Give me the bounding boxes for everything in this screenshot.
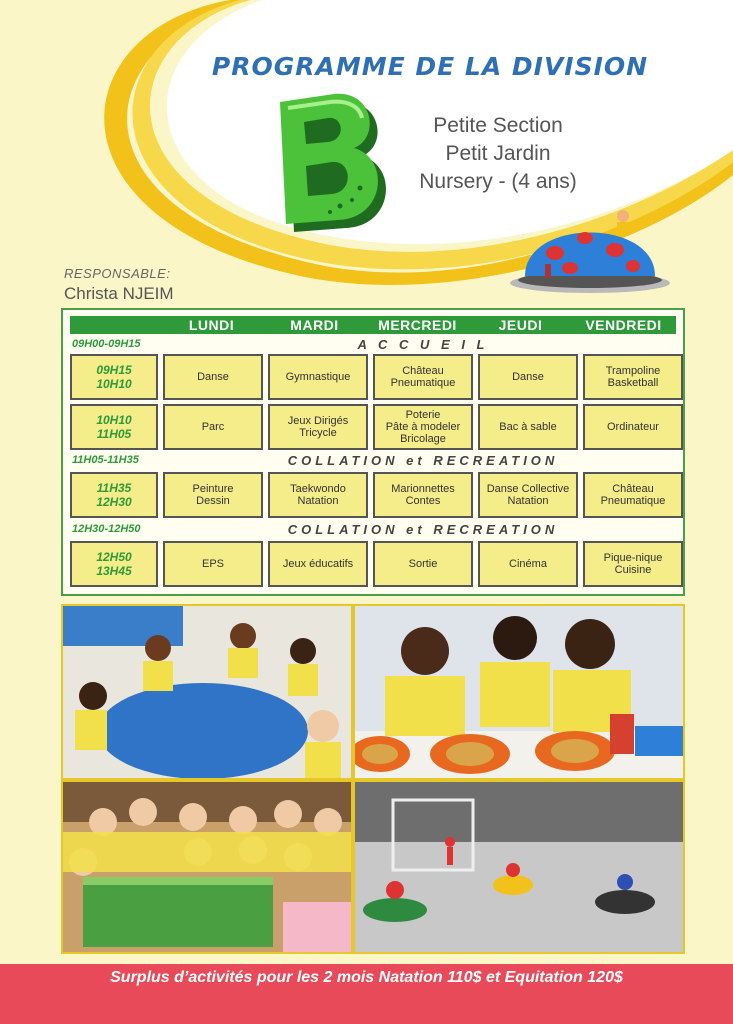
time-end: 10H10 <box>96 377 132 391</box>
time-start: 12H50 <box>96 550 132 564</box>
activity-cell-jeudi: Danse Collective Natation <box>478 472 578 518</box>
responsable-label: RESPONSABLE: <box>64 266 171 281</box>
time-start: 10H10 <box>96 413 132 427</box>
activity-cell-vendredi: Château Pneumatique <box>583 472 683 518</box>
division-subtitle <box>398 112 598 196</box>
time-cell <box>70 541 158 587</box>
activity-cell-jeudi: Cinéma <box>478 541 578 587</box>
subtitle-line: Petite Section <box>433 114 563 137</box>
schedule-table <box>61 308 685 596</box>
band-text: A C C U E I L <box>357 337 489 352</box>
band-text: COLLATION et RECREATION <box>287 522 559 537</box>
day-jeudi: JEUDI <box>498 317 543 333</box>
activity-cell-lundi: Peinture Dessin <box>163 472 263 518</box>
photo-kids-at-table <box>63 606 351 778</box>
day-mardi: MARDI <box>290 317 339 333</box>
time-slot-row <box>70 470 680 520</box>
band-time: 12H30-12H50 <box>72 523 141 535</box>
time-start: 09H15 <box>96 363 132 377</box>
band-time: 09H00-09H15 <box>72 338 141 350</box>
activity-cell-lundi: EPS <box>163 541 263 587</box>
activity-cell-mercredi: Sortie <box>373 541 473 587</box>
activity-cell-vendredi: Trampoline Basketball <box>583 354 683 400</box>
activity-cell-jeudi: Danse <box>478 354 578 400</box>
playground-dome-illustration <box>505 198 675 298</box>
time-slot-row <box>70 539 680 589</box>
time-end: 12H30 <box>96 495 132 509</box>
day-mercredi: MERCREDI <box>378 317 457 333</box>
photo-kids-eating-spaghetti <box>355 606 683 778</box>
activity-cell-mercredi: Marionnettes Contes <box>373 472 473 518</box>
activity-cell-mardi: Taekwondo Natation <box>268 472 368 518</box>
activity-cell-lundi: Danse <box>163 354 263 400</box>
day-vendredi: VENDREDI <box>585 317 662 333</box>
band-collation-2 <box>70 521 676 539</box>
band-text: COLLATION et RECREATION <box>287 453 559 468</box>
activity-cell-vendredi: Ordinateur <box>583 404 683 450</box>
time-end: 13H45 <box>96 564 132 578</box>
time-cell <box>70 404 158 450</box>
subtitle-line: Nursery - (4 ans) <box>419 170 577 193</box>
activity-cell-mercredi: Poterie Pâte à modeler Bricolage <box>373 404 473 450</box>
division-b-logo <box>270 88 400 238</box>
day-header-row <box>70 316 676 334</box>
photo-collage <box>61 604 685 954</box>
activity-cell-lundi: Parc <box>163 404 263 450</box>
time-slot-row <box>70 402 680 452</box>
time-slot-row <box>70 352 680 402</box>
photo-kids-on-karts <box>355 782 683 952</box>
time-cell <box>70 472 158 518</box>
photo-group-of-kids <box>63 782 351 952</box>
subtitle-line: Petit Jardin <box>445 142 551 165</box>
activity-cell-mardi: Jeux Dirigés Tricycle <box>268 404 368 450</box>
activity-cell-mercredi: Château Pneumatique <box>373 354 473 400</box>
band-collation-1 <box>70 452 676 470</box>
band-time: 11H05-11H35 <box>72 454 139 466</box>
day-lundi: LUNDI <box>188 317 235 333</box>
page-title: PROGRAMME DE LA DIVISION <box>211 52 649 81</box>
footer-banner <box>0 964 733 1024</box>
footer-text: Surplus d’activités pour les 2 mois Natation 110$ et Equitation 120$ <box>110 969 623 986</box>
time-start: 11H35 <box>96 481 132 495</box>
time-cell <box>70 354 158 400</box>
activity-cell-vendredi: Pique-nique Cuisine <box>583 541 683 587</box>
activity-cell-mardi: Gymnastique <box>268 354 368 400</box>
time-end: 11H05 <box>96 427 132 441</box>
activity-cell-jeudi: Bac à sable <box>478 404 578 450</box>
activity-cell-mardi: Jeux éducatifs <box>268 541 368 587</box>
responsable-name: Christa NJEIM <box>64 284 174 303</box>
